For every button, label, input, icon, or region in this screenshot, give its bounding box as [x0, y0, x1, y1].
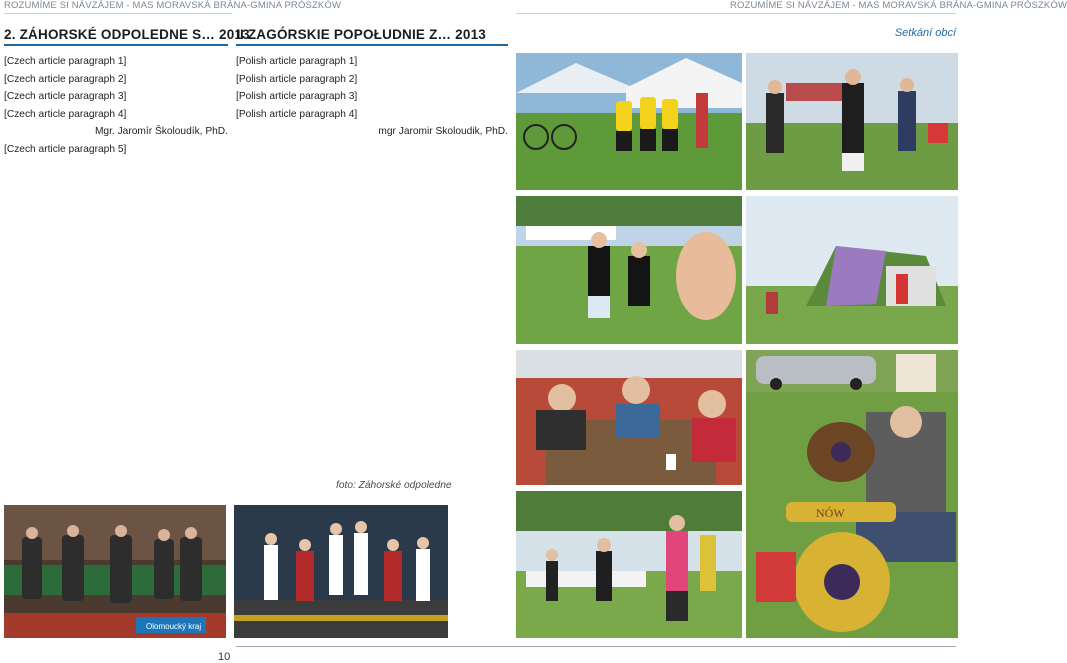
photo-credit: foto: Záhorské odpoledne	[336, 480, 452, 491]
banner-text: Olomoucký kraj	[146, 622, 202, 631]
czech-article-column	[4, 55, 228, 161]
section-label: Setkání obcí	[894, 27, 956, 39]
page-number: 10	[218, 651, 231, 663]
right-header-rule	[516, 13, 956, 14]
grape-sign-text: NÓW	[816, 506, 845, 520]
left-header-rule	[4, 13, 232, 14]
polish-paragraph-4: [Polish article paragraph 4]	[236, 108, 358, 120]
photo-officials-on-stage	[4, 505, 226, 638]
czech-signature: Mgr. Jaromír Školoudík, PhD.	[94, 126, 228, 138]
photo-food-tables	[516, 491, 742, 638]
photo-adults-at-stall	[746, 53, 958, 190]
footer-rule	[236, 646, 956, 647]
title-underline-czech	[4, 44, 228, 46]
polish-article-column	[236, 55, 508, 143]
photo-inflatable-slide	[746, 196, 958, 344]
photo-kids-at-fair	[516, 53, 742, 190]
title-underline-polish	[236, 44, 508, 46]
right-running-header: ROZUMÍME SI NÁVZÁJEM - MAS MORAVSKÁ BRÁNA-GMINA PRÓSZKÓW	[730, 0, 1067, 11]
czech-paragraph-3: [Czech article paragraph 3]	[4, 91, 127, 103]
polish-paragraph-2: [Polish article paragraph 2]	[236, 73, 358, 85]
article-title-polish: II ZAGÓRSKIE POPOŁUDNIE Z… 2013	[236, 27, 486, 42]
polish-signature: mgr Jaromir Skoloudik, PhD.	[378, 126, 508, 138]
photo-folk-dancers	[234, 505, 448, 638]
czech-paragraph-4: [Czech article paragraph 4]	[4, 108, 127, 120]
czech-paragraph-1: [Czech article paragraph 1]	[4, 56, 127, 67]
polish-paragraph-1: [Polish article paragraph 1]	[236, 56, 358, 67]
photo-parked-car	[746, 350, 958, 395]
article-title-czech: 2. ZÁHORSKÉ ODPOLEDNE S… 2013	[4, 27, 250, 42]
left-running-header: ROZUMÍME SI NÁVZÁJEM - MAS MORAVSKÁ BRÁNA-GMINA PRÓSZKÓW	[4, 0, 342, 11]
polish-paragraph-3: [Polish article paragraph 3]	[236, 91, 358, 103]
photo-wine-tasting-table	[516, 350, 742, 485]
czech-paragraph-2: [Czech article paragraph 2]	[4, 73, 127, 85]
czech-paragraph-5: [Czech article paragraph 5]	[4, 143, 127, 155]
photo-women-with-grape-sign	[746, 392, 958, 638]
photo-crowd-waving	[516, 196, 742, 344]
